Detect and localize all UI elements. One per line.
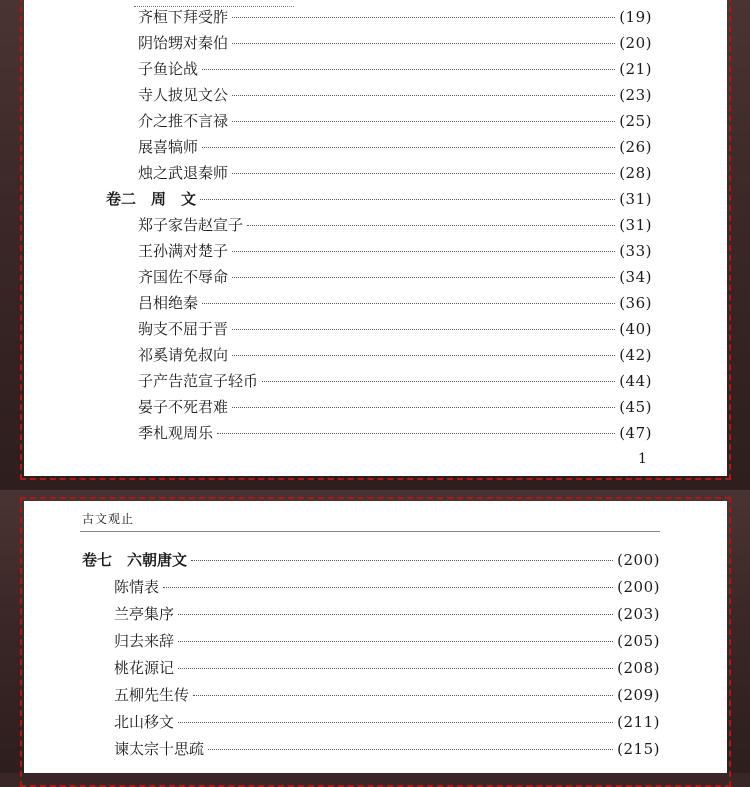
toc-page-1: [24, 0, 727, 476]
toc-entry-page: (47): [619, 424, 652, 442]
toc-entry-page: (215): [617, 740, 660, 758]
toc-entry: [138, 398, 652, 416]
toc-entry: [114, 632, 660, 650]
toc-entry-title: 祁奚请免叔向: [138, 346, 229, 364]
toc-entry: [138, 424, 652, 442]
toc-entry-page: (200): [617, 578, 660, 596]
toc-entry-title: 吕相绝秦: [138, 294, 199, 312]
toc-entry-title: 子鱼论战: [138, 60, 199, 78]
toc-entry-page: (26): [619, 138, 652, 156]
toc-entry-page: (211): [617, 713, 660, 731]
toc-entry-page: (21): [619, 60, 652, 78]
toc-entry-page: (23): [619, 86, 652, 104]
toc-entry: [138, 320, 652, 338]
toc-entry: [138, 86, 652, 104]
toc-entry-page: (205): [617, 632, 660, 650]
toc-entry: [114, 659, 660, 677]
toc-chapter-title: 卷七 六朝唐文: [82, 551, 188, 569]
toc-chapter-heading: [106, 190, 652, 208]
toc-entry-title: 北山移文: [114, 713, 175, 731]
toc-entry-page: (200): [617, 551, 660, 569]
toc-entry: [138, 34, 652, 52]
toc-entry-title: 五柳先生传: [114, 686, 190, 704]
toc-entry-page: (45): [619, 398, 652, 416]
toc-entry-title: 齐国佐不辱命: [138, 268, 229, 286]
toc-entry-title: 郑子家告赵宣子: [138, 216, 244, 234]
toc-entry-page: (20): [619, 34, 652, 52]
toc-entry: [114, 713, 660, 731]
toc-entry-title: 展喜犒师: [138, 138, 199, 156]
toc-entry: [138, 372, 652, 390]
toc-entry-page: (44): [619, 372, 652, 390]
toc-entry: [114, 686, 660, 704]
toc-entry-page: (28): [619, 164, 652, 182]
toc-chapter-title: 卷二 周 文: [106, 190, 197, 208]
toc-entry-title: 兰亭集序: [114, 605, 175, 623]
toc-entry: [138, 346, 652, 364]
toc-entry-title: 介之推不言禄: [138, 112, 229, 130]
toc-page-2: [24, 501, 727, 773]
toc-chapter-heading: [82, 551, 660, 569]
header-rule: [80, 531, 660, 532]
toc-entry: [138, 216, 652, 234]
toc-entry-title: 寺人披见文公: [138, 86, 229, 104]
toc-entry: [138, 138, 652, 156]
toc-entry-page: (36): [619, 294, 652, 312]
toc-entry-title: 驹支不屈于晋: [138, 320, 229, 338]
toc-entry-page: (31): [619, 190, 652, 208]
toc-entry-page: (203): [617, 605, 660, 623]
toc-entry-page: (40): [619, 320, 652, 338]
toc-entry: [114, 740, 660, 758]
toc-entry-title: 王孙满对楚子: [138, 242, 229, 260]
toc-entry-page: (25): [619, 112, 652, 130]
toc-entry: [138, 242, 652, 260]
cut-off-entry: [134, 0, 294, 7]
toc-entry-page: (209): [617, 686, 660, 704]
toc-entry-title: 烛之武退秦师: [138, 164, 229, 182]
toc-entry-title: 季札观周乐: [138, 424, 214, 442]
toc-entry-page: (34): [619, 268, 652, 286]
toc-entry-title: 子产告范宣子轻币: [138, 372, 259, 390]
toc-entry: [138, 294, 652, 312]
toc-entry: [138, 112, 652, 130]
toc-entry-page: (19): [619, 8, 652, 26]
toc-entry-title: 齐桓下拜受胙: [138, 8, 229, 26]
toc-entry-title: 桃花源记: [114, 659, 175, 677]
toc-entry: [138, 8, 652, 26]
toc-entry-title: 归去来辞: [114, 632, 175, 650]
toc-entry-title: 阴饴甥对秦伯: [138, 34, 229, 52]
running-head: 古文观止: [82, 512, 135, 526]
toc-entry: [138, 268, 652, 286]
page-number: 1: [638, 451, 647, 467]
toc-entry-title: 晏子不死君难: [138, 398, 229, 416]
toc-entry: [138, 164, 652, 182]
toc-entry-page: (31): [619, 216, 652, 234]
toc-entry-title: 陈情表: [114, 578, 160, 596]
toc-entry-title: 谏太宗十思疏: [114, 740, 205, 758]
toc-entry-page: (208): [617, 659, 660, 677]
toc-entry: [138, 60, 652, 78]
toc-entry-page: (33): [619, 242, 652, 260]
toc-entry: [114, 578, 660, 596]
toc-entry: [114, 605, 660, 623]
toc-entry-page: (42): [619, 346, 652, 364]
